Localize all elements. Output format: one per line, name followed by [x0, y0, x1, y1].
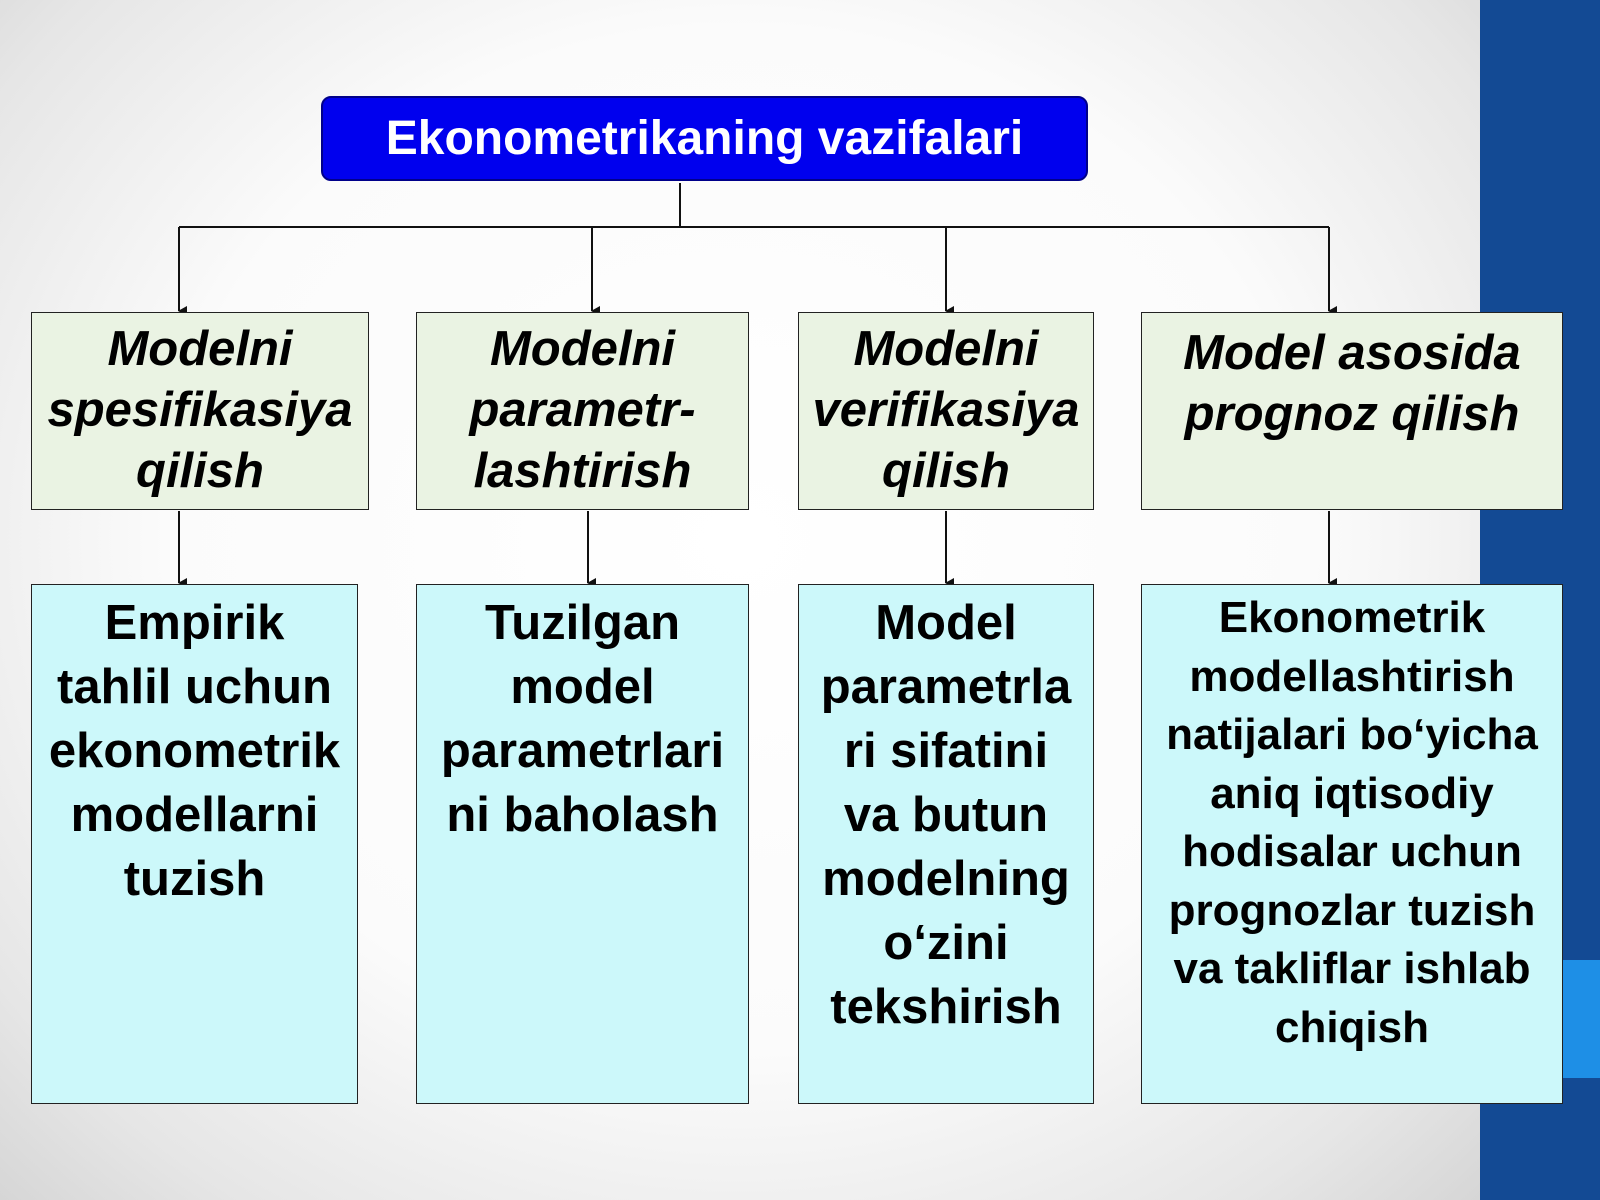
task-box-forecasting	[1141, 312, 1563, 510]
diagram-title: Ekonometrikaning vazifalari	[385, 112, 1024, 165]
task-label: Modelni spesifikasiya qilish	[47, 322, 353, 498]
task-box-specification	[31, 312, 369, 510]
task-box-verification	[798, 312, 1094, 510]
task-label: Modelni verifikasiya qilish	[812, 322, 1080, 498]
task-label: Model asosida prognoz qilish	[1183, 326, 1521, 441]
detail-box-specification	[31, 584, 358, 1104]
task-box-parametrization	[416, 312, 749, 510]
detail-box-forecasting	[1141, 584, 1563, 1104]
task-label: Modelni parametr- lashtirish	[469, 322, 696, 498]
detail-text: Empirik tahlil uchun ekonometrik modellarni tuzish	[48, 596, 341, 906]
detail-text: Model parametrla ri sifatini va butun modelning o‘zini tekshirish	[820, 596, 1072, 1034]
diagram-title-box	[321, 96, 1088, 181]
detail-text: Tuzilgan model parametrlari ni baholash	[440, 596, 725, 842]
detail-text: Ekonometrik modellashtirish natijalari bo‘yicha aniq iqtisodiy hodisalar uchun prognozlar tuzish va takliflar ishlab chiqish	[1166, 593, 1538, 1052]
detail-box-verification	[798, 584, 1094, 1104]
detail-box-parametrization	[416, 584, 749, 1104]
